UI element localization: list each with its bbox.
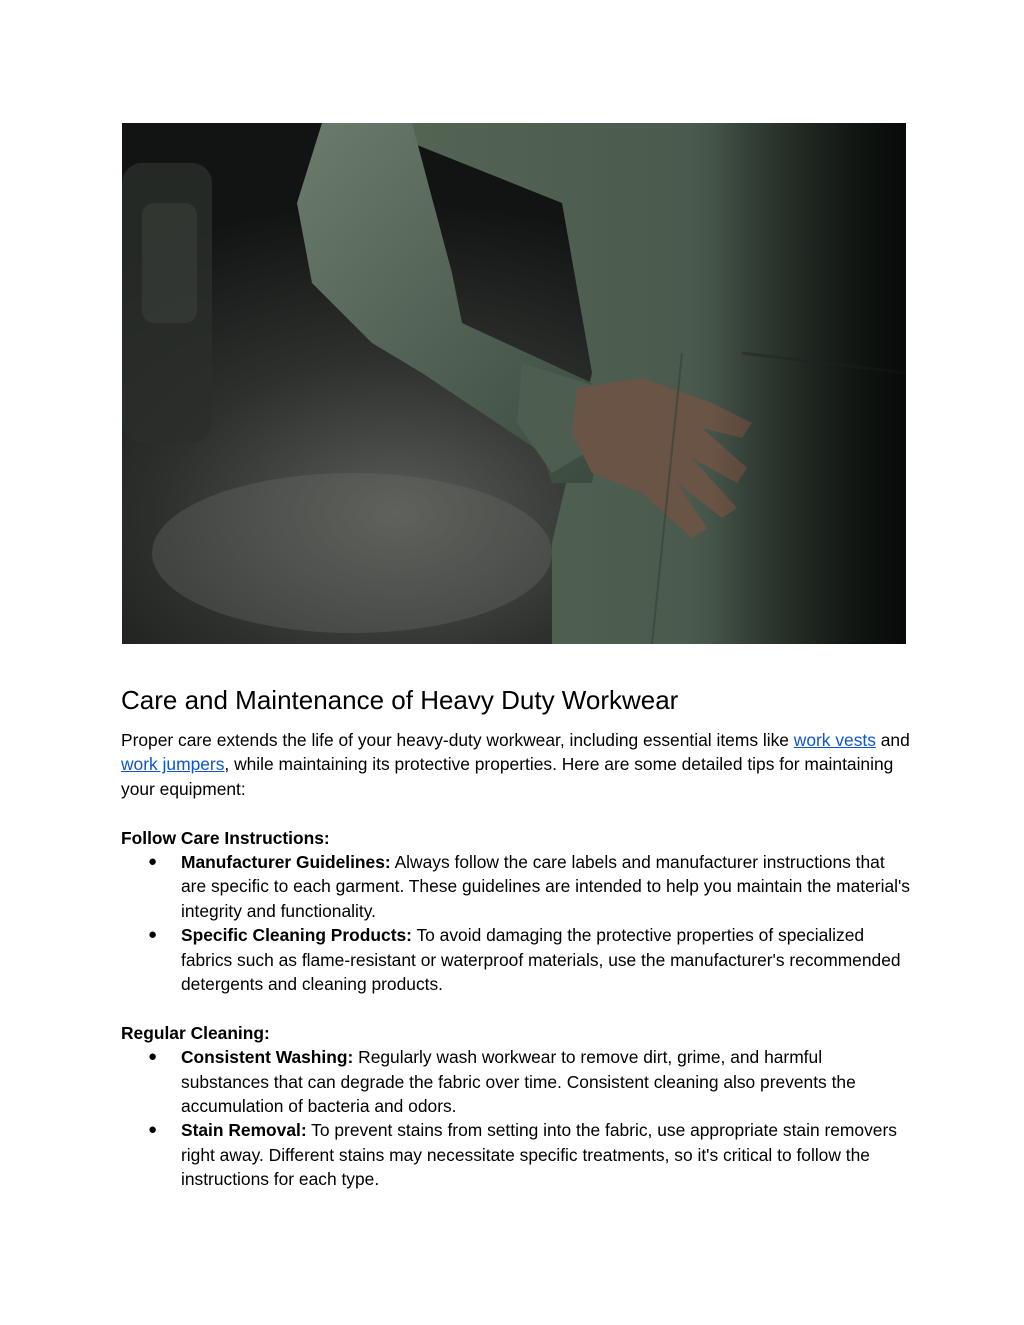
- intro-text-after: , while maintaining its protective properties. Here are some detailed tips for maintaining your equipment:: [121, 754, 894, 799]
- bullet-icon: ●: [148, 853, 158, 871]
- list-item: [121, 1118, 911, 1191]
- care-instructions-list: [121, 850, 911, 996]
- bullet-icon: ●: [148, 926, 158, 944]
- regular-cleaning-list: [121, 1045, 911, 1191]
- intro-text-between: and: [875, 730, 910, 750]
- list-item-text: To prevent stains from setting into the fabric, use appropriate stain removers right away. Different stains may necessitate specific treatments, so it's critical to follow the instructions for each type.: [181, 1120, 897, 1190]
- workwear-photo: [122, 123, 906, 644]
- intro-paragraph: [121, 728, 911, 801]
- list-item-text: Regularly wash workwear to remove dirt, grime, and harmful substances that can degrade the fabric over time. Consistent cleaning also prevents the accumulation of bacteria and odors.: [181, 1047, 856, 1117]
- bullet-icon: ●: [148, 1121, 158, 1139]
- article-body: [121, 728, 911, 1192]
- list-item: [121, 923, 911, 996]
- bullet-icon: ●: [148, 1048, 158, 1066]
- article-title: Care and Maintenance of Heavy Duty Workwear: [121, 685, 679, 715]
- intro-text-before: Proper care extends the life of your heavy-duty workwear, including essential items like: [121, 730, 794, 750]
- list-item-text: Always follow the care labels and manufacturer instructions that are specific to each garment. These guidelines are intended to help you maintain the material's integrity and functionality.: [181, 852, 911, 921]
- list-item-label: Consistent Washing:: [181, 1047, 354, 1068]
- list-item-text: To avoid damaging the protective properties of specialized fabrics such as flame-resistant or waterproof materials, use the manufacturer's recommended detergents and cleaning products.: [181, 925, 901, 995]
- list-item: [121, 850, 911, 923]
- list-item-label: Specific Cleaning Products:: [181, 925, 412, 946]
- work-vests-link[interactable]: work vests: [793, 730, 876, 750]
- list-item-label: Manufacturer Guidelines:: [181, 852, 391, 873]
- list-item-label: Stain Removal:: [181, 1120, 307, 1141]
- work-jumpers-link[interactable]: work jumpers: [121, 754, 225, 775]
- hero-image: [122, 123, 906, 644]
- section-title-care-instructions: Follow Care Instructions:: [121, 827, 330, 848]
- section-title-regular-cleaning: Regular Cleaning:: [121, 1022, 270, 1043]
- list-item: [121, 1045, 911, 1118]
